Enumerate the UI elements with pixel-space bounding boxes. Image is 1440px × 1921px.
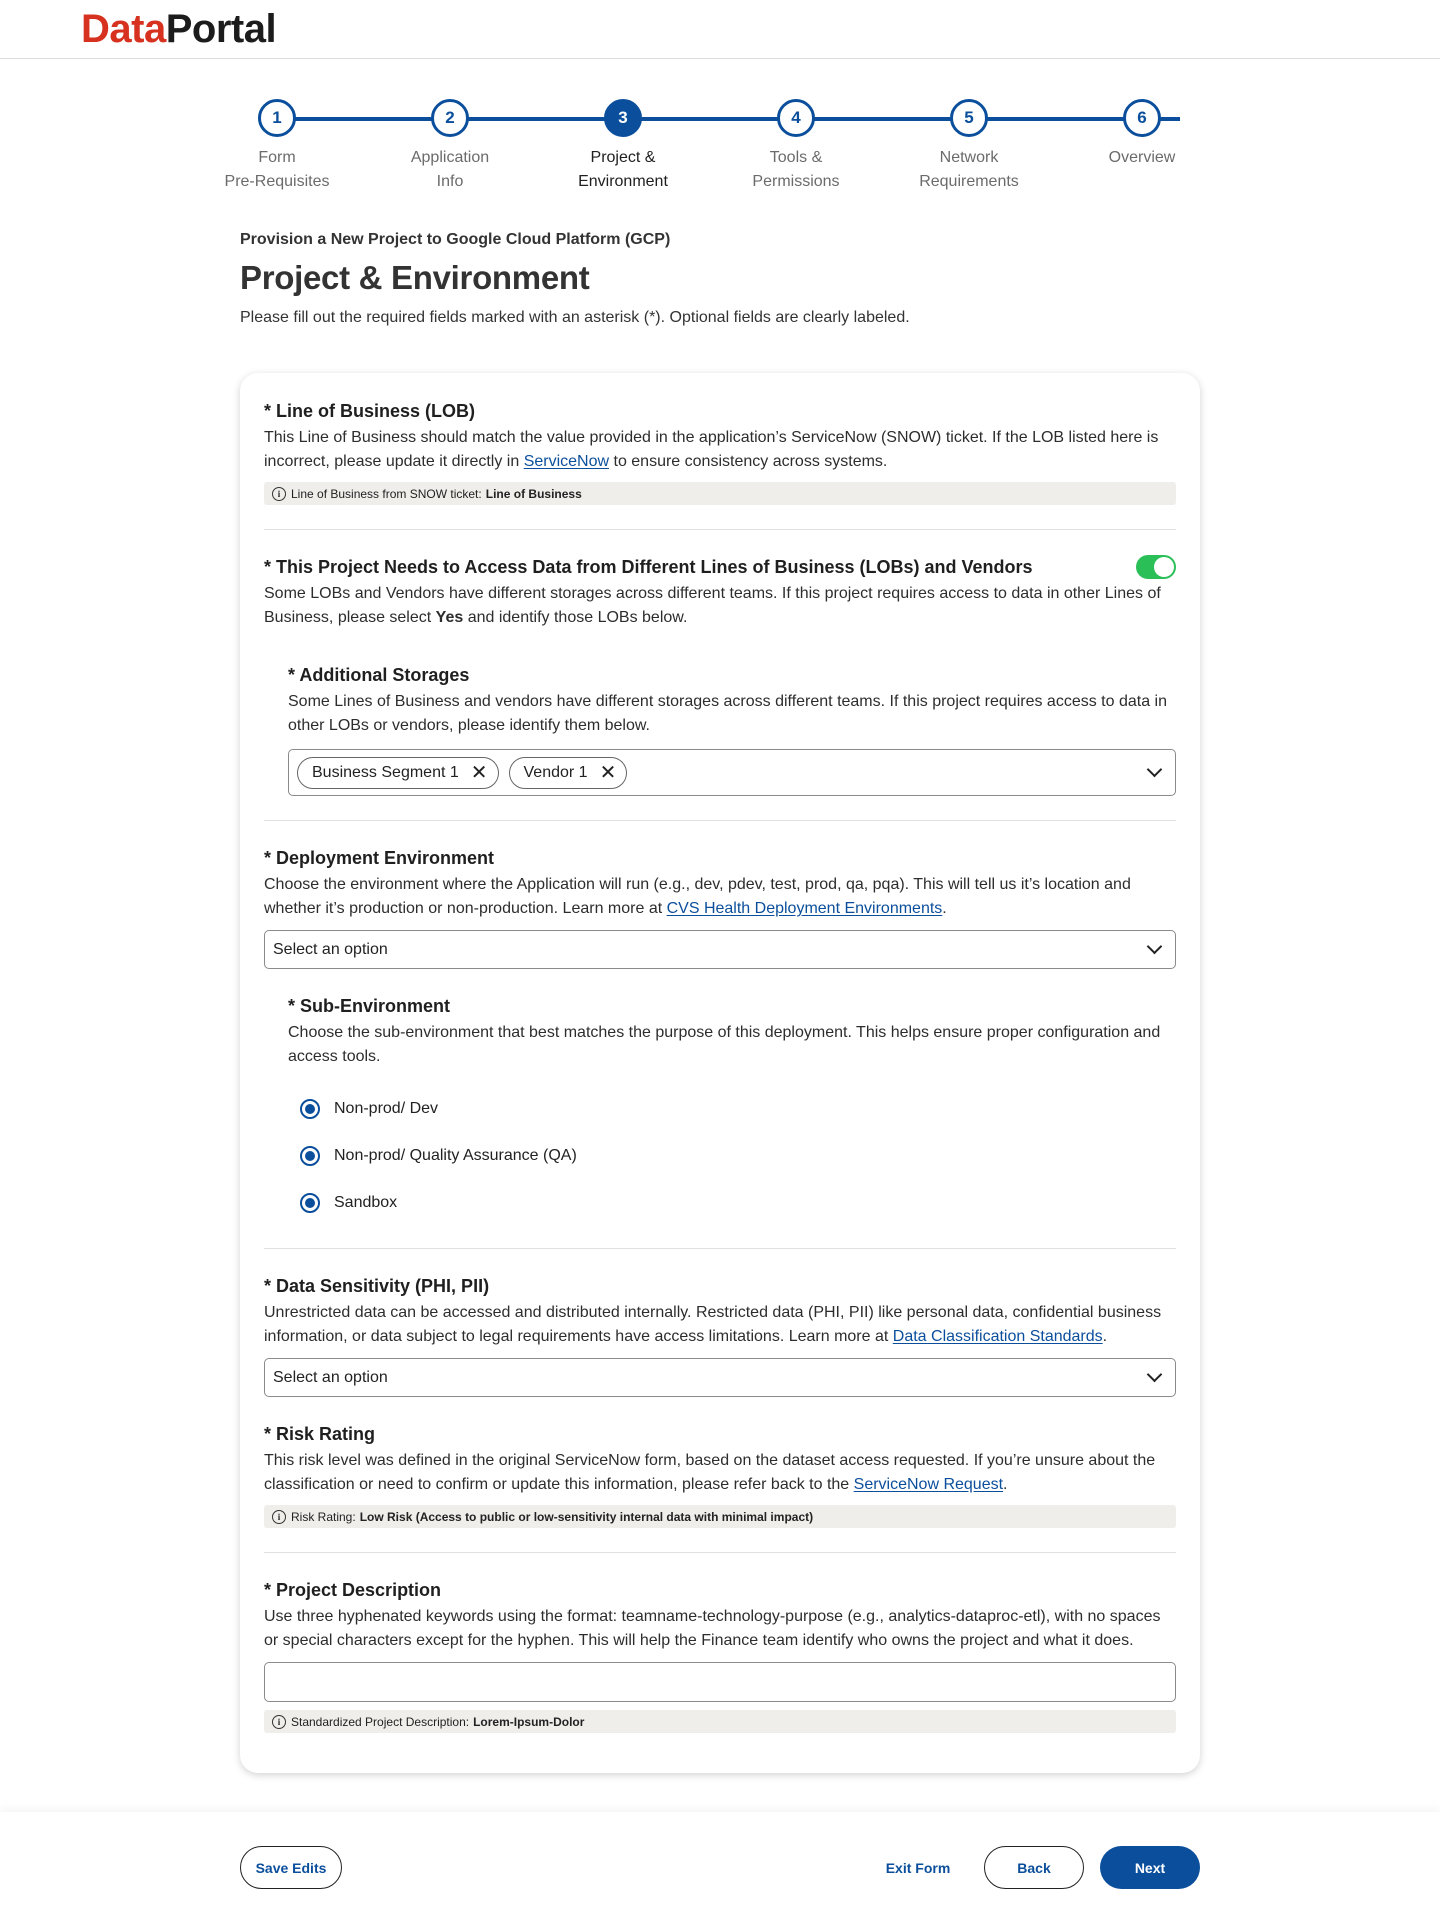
progress-stepper — [200, 99, 1240, 209]
step-label: Requirements — [919, 173, 1019, 190]
deployment-env-select[interactable] — [264, 930, 1176, 969]
lob-title: * Line of Business (LOB) — [264, 401, 476, 421]
desc-text: This risk level was defined in the original ServiceNow form, based on the dataset access requested. If you’re unsure about the classification or need to confirm or update this information, please refer back to the — [264, 1452, 1156, 1493]
desc-text: Unrestricted data can be accessed and distributed internally. Restricted data (PHI, PII) like personal data, confidential business information, or data subject to legal requirements have access limitations. Learn more at — [264, 1304, 1162, 1345]
radio-non-prod-qa[interactable] — [300, 1132, 1176, 1179]
step-label: Permissions — [752, 173, 840, 190]
info-value: Lorem-Ipsum-Dolor — [473, 1714, 585, 1729]
info-icon: i — [272, 487, 286, 501]
desc-text: . — [1003, 1476, 1008, 1493]
chip-label: Business Segment 1 — [312, 763, 459, 781]
radio-non-prod-dev[interactable] — [300, 1085, 1176, 1132]
save-edits-button[interactable]: Save Edits — [240, 1846, 342, 1889]
step-label: Network — [939, 149, 999, 166]
lob-section — [264, 399, 1176, 505]
sub-env-description: Choose the sub-environment that best matches the purpose of this deployment. This helps ensure proper configuration and access tools. — [288, 1024, 1161, 1065]
desc-text: and identify those LOBs below. — [463, 609, 688, 626]
chevron-down-icon — [1147, 1367, 1163, 1383]
desc-bold: Yes — [435, 609, 464, 626]
project-description-input[interactable] — [264, 1662, 1176, 1702]
form-footer — [0, 1812, 1440, 1921]
radio-label: Non-prod/ Quality Assurance (QA) — [334, 1146, 577, 1164]
step-label: Environment — [578, 173, 668, 190]
divider — [264, 529, 1176, 530]
divider — [264, 820, 1176, 821]
project-description-info-bar — [264, 1710, 1176, 1733]
step-number: 2 — [431, 99, 469, 137]
servicenow-link[interactable]: ServiceNow — [523, 453, 610, 470]
additional-storages-section — [288, 663, 1176, 796]
step-number: 6 — [1123, 99, 1161, 137]
info-label: Risk Rating: — [291, 1509, 356, 1524]
info-icon: i — [272, 1510, 286, 1524]
lob-description — [264, 426, 1176, 474]
data-sensitivity-description — [264, 1301, 1176, 1349]
risk-rating-section — [264, 1422, 1176, 1528]
radio-label: Sandbox — [334, 1193, 398, 1211]
info-value: Line of Business — [485, 486, 582, 501]
desc-text: . — [942, 900, 947, 917]
form-card — [240, 373, 1200, 1773]
project-description-help: Use three hyphenated keywords using the format: teamname-technology-purpose (e.g., analytics-dataproc-etl), with no spaces or special characters except for the hyphen. This will help the Finance team identify who owns the project and what it does. — [264, 1608, 1161, 1649]
step-number: 3 — [604, 99, 642, 137]
project-description-title: * Project Description — [264, 1580, 442, 1600]
app-header — [0, 0, 1440, 59]
page-intro — [240, 231, 1200, 327]
deployment-environments-link[interactable]: CVS Health Deployment Environments — [666, 900, 943, 917]
cross-lob-description — [264, 582, 1176, 630]
select-value: Select an option — [273, 940, 388, 958]
additional-storages-title: * Additional Storages — [288, 665, 470, 685]
exit-form-button[interactable]: Exit Form — [885, 1859, 951, 1876]
page-subtitle: Please fill out the required fields marked with an asterisk (*). Optional fields are clearly labeled. — [240, 309, 910, 326]
divider — [264, 1248, 1176, 1249]
info-value: Low Risk (Access to public or low-sensitivity internal data with minimal impact) — [359, 1509, 814, 1524]
sub-env-title: * Sub-Environment — [288, 996, 451, 1016]
close-icon[interactable]: ✕ — [470, 761, 488, 784]
lob-info-bar — [264, 482, 1176, 505]
radio-selected-icon — [300, 1099, 320, 1119]
divider — [264, 1552, 1176, 1553]
lob-desc-text: to ensure consistency across systems. — [609, 453, 888, 470]
step-label: Tools & — [769, 149, 823, 166]
cross-lob-section — [264, 555, 1176, 796]
page-title: Project & Environment — [240, 259, 590, 296]
sub-env-radio-group — [300, 1085, 1176, 1226]
chip-business-segment-1 — [297, 757, 499, 789]
step-label: Pre-Requisites — [224, 173, 330, 190]
cross-lob-title: * This Project Needs to Access Data from Different Lines of Business (LOBs) and Vendors — [264, 557, 1033, 577]
risk-info-bar — [264, 1505, 1176, 1528]
risk-rating-title: * Risk Rating — [264, 1424, 376, 1444]
risk-rating-description — [264, 1449, 1176, 1497]
step-label: Application — [410, 149, 490, 166]
cross-lob-toggle[interactable] — [1136, 555, 1176, 579]
step-6[interactable] — [1072, 99, 1212, 170]
step-label: Info — [436, 173, 464, 190]
additional-storages-description: Some Lines of Business and vendors have different storages across different teams. If this project requires access to data in other LOBs or vendors, please identify them below. — [288, 693, 1167, 734]
radio-selected-icon — [300, 1146, 320, 1166]
step-label: Form — [258, 149, 296, 166]
deployment-env-section — [264, 846, 1176, 1226]
deployment-env-title: * Deployment Environment — [264, 848, 495, 868]
data-sensitivity-title: * Data Sensitivity (PHI, PII) — [264, 1276, 490, 1296]
chevron-down-icon — [1147, 939, 1163, 955]
step-3[interactable] — [553, 99, 693, 194]
data-sensitivity-select[interactable] — [264, 1358, 1176, 1397]
logo-data: Data — [81, 6, 166, 51]
close-icon[interactable]: ✕ — [599, 761, 617, 784]
logo-portal: Portal — [165, 6, 277, 51]
sub-env-section — [288, 994, 1176, 1226]
chip-vendor-1 — [509, 757, 628, 789]
step-number: 5 — [950, 99, 988, 137]
step-1[interactable] — [207, 99, 347, 194]
desc-text: Choose the environment where the Application will run (e.g., dev, pdev, test, prod, qa, pqa). This will tell us it’s location and whether it’s production or non-production. Learn more at — [264, 876, 1131, 917]
step-number: 4 — [777, 99, 815, 137]
page-eyebrow: Provision a New Project to Google Cloud Platform (GCP) — [240, 231, 671, 248]
step-label: Overview — [1108, 149, 1176, 166]
servicenow-request-link[interactable]: ServiceNow Request — [853, 1476, 1004, 1493]
select-value: Select an option — [273, 1368, 388, 1386]
additional-storages-multiselect[interactable] — [288, 749, 1176, 796]
step-number: 1 — [258, 99, 296, 137]
step-5[interactable] — [899, 99, 1039, 194]
lob-desc-text: This Line of Business should match the value provided in the application’s ServiceNow (SNOW) ticket. If the LOB listed here is incorrect, please update it directly in — [264, 429, 1159, 470]
step-label: Project & — [590, 149, 656, 166]
data-classification-link[interactable]: Data Classification Standards — [892, 1328, 1103, 1345]
radio-sandbox[interactable] — [300, 1179, 1176, 1226]
desc-text: Some LOBs and Vendors have different storages across different teams. If this project requires access to data in other Lines of Business, please select — [264, 585, 1161, 626]
step-2[interactable] — [380, 99, 520, 194]
chevron-down-icon[interactable] — [1147, 762, 1163, 778]
info-label: Standardized Project Description: — [291, 1714, 470, 1729]
step-4[interactable] — [726, 99, 866, 194]
next-button[interactable]: Next — [1100, 1846, 1200, 1889]
radio-label: Non-prod/ Dev — [334, 1099, 439, 1117]
back-button[interactable]: Back — [984, 1846, 1084, 1889]
info-icon: i — [272, 1715, 286, 1729]
chip-label: Vendor 1 — [523, 763, 588, 781]
info-label: Line of Business from SNOW ticket: — [291, 486, 482, 501]
desc-text: . — [1102, 1328, 1108, 1345]
data-sensitivity-section — [264, 1274, 1176, 1397]
logo[interactable] — [81, 7, 276, 52]
toggle-knob — [1154, 557, 1174, 577]
project-description-section — [264, 1578, 1176, 1733]
radio-selected-icon — [300, 1193, 320, 1213]
deployment-env-description — [264, 873, 1176, 921]
